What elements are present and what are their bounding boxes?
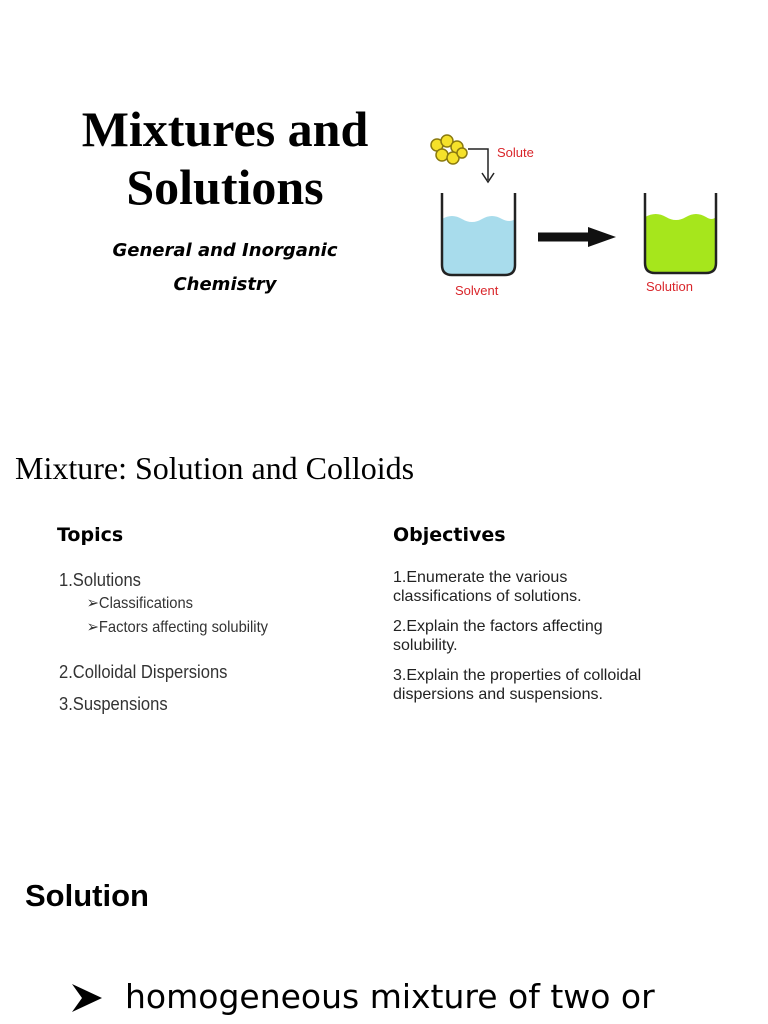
objectives-list: [393, 568, 753, 715]
topic-sub-classifications: ➢Classifications: [86, 595, 194, 612]
subtitle-line-1: General and Inorganic: [112, 240, 338, 261]
solution-liquid: [645, 214, 716, 273]
topics-list: [59, 568, 379, 716]
solute-particles: [431, 135, 467, 164]
solution-diagram: [420, 125, 750, 305]
topics-heading: Topics: [57, 524, 124, 546]
topic-item-suspensions: 3.Suspensions: [59, 694, 168, 714]
title-line-2: Solutions: [126, 159, 324, 215]
objective-item-3: 3.Explain the properties of colloidal dispersions and suspensions.: [393, 667, 642, 703]
process-arrow-head: [588, 227, 616, 247]
topic-item-colloidal: 2.Colloidal Dispersions: [59, 662, 228, 682]
slide1-subtitle: [85, 234, 365, 302]
solvent-label: Solvent: [455, 283, 499, 298]
solvent-liquid: [442, 216, 515, 275]
arrow-bullet-icon: [70, 980, 110, 1016]
title-line-1: Mixtures and: [81, 101, 369, 157]
objective-item-2: 2.Explain the factors affecting solubility.: [393, 618, 603, 654]
definition-text: homogeneous mixture of two or: [125, 977, 655, 1016]
topic-sub-solubility: ➢Factors affecting solubility: [86, 619, 269, 636]
slide3-title: Solution: [25, 878, 149, 913]
solute-label: Solute: [497, 145, 534, 160]
slide1-title: [40, 100, 410, 216]
objective-item-1: 1.Enumerate the various classifications of solutions.: [393, 569, 582, 605]
objectives-heading: Objectives: [393, 524, 506, 546]
slide2-title: Mixture: Solution and Colloids: [15, 450, 415, 486]
subtitle-line-2: Chemistry: [173, 274, 277, 295]
topic-item-solutions: 1.Solutions: [59, 570, 141, 590]
solute-arrow: [468, 149, 488, 180]
solution-label: Solution: [646, 279, 693, 294]
